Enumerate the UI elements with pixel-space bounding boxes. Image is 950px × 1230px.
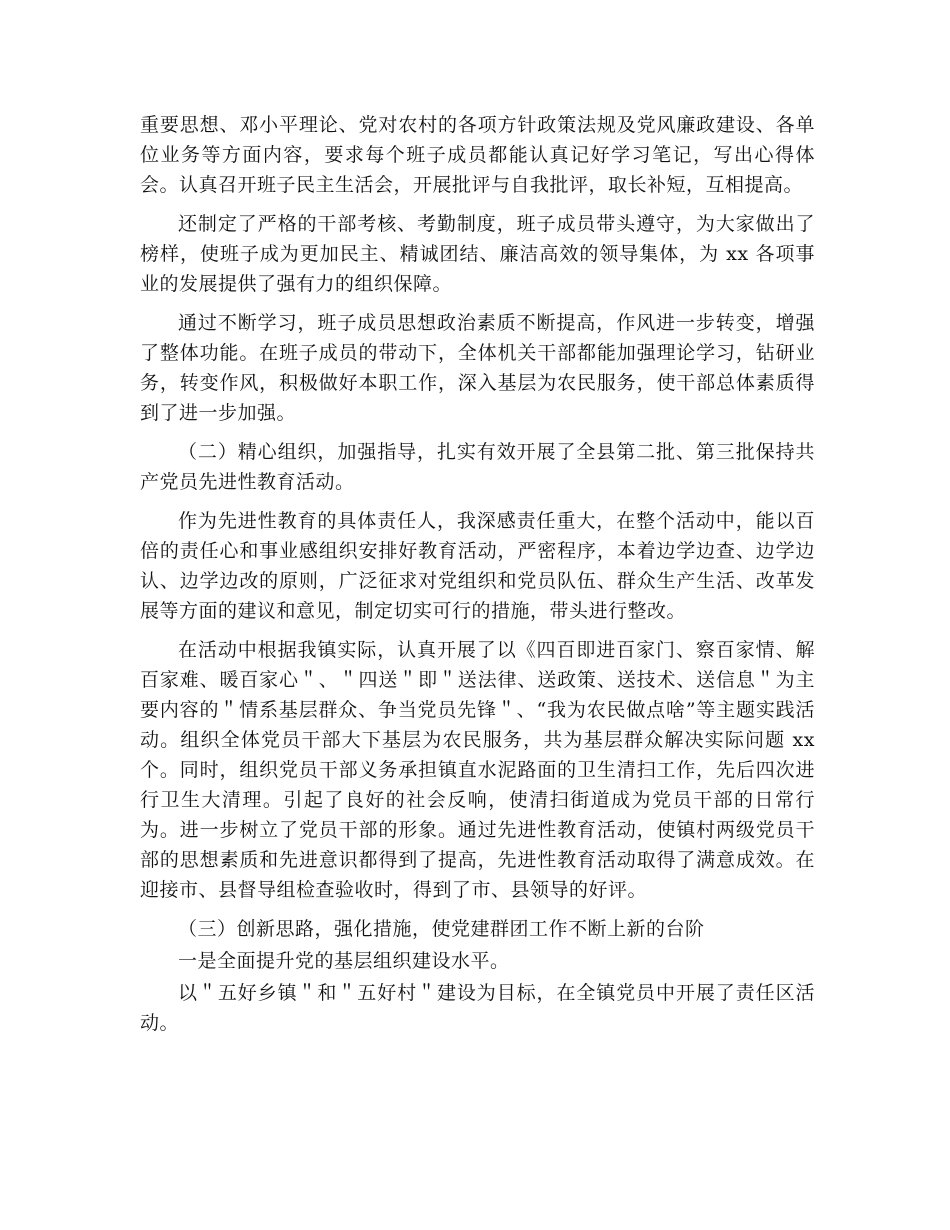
paragraph-2: 还制定了严格的干部考核、考勤制度，班子成员带头遵守，为大家做出了榜样，使班子成为更加民主、精诚团结、廉洁高效的领导集体，为 xx 各项事业的发展提供了强有力的组织保障。 — [140, 213, 815, 295]
paragraph-3: 通过不断学习，班子成员思想政治素质不断提高，作风进一步转变，增强了整体功能。在班子成员的带动下，全体机关干部都能加强理论学习，钻研业务，转变作风，积极做好本职工作，深入基层为农民服务，使干部总体素质得到了进一步加强。 — [140, 312, 815, 424]
section-heading-2: （二）精心组织，加强指导，扎实有效开展了全县第二批、第三批保持共产党员先进性教育活动。 — [140, 441, 815, 493]
paragraph-5: 在活动中根据我镇实际，认真开展了以《四百即进百家门、察百家情、解百家难、暖百家心＂、＂四送＂即＂送法律、送政策、送技术、送信息＂为主要内容的＂情系基层群众、争当党员先锋＂、“我为农民做点啥”等主题实践活动。组织全体党员干部大下基层为农民服务，共为基层群众解决实际问题 xx 个。同时，组织党员干部义务承担镇直水泥路面的卫生清扫工作，先后四次进行卫生大清理。引起了良好的社会反响，使清扫街道成为党员干部的日常行为。进一步树立了党员干部的形象。通过先进性教育活动，使镇村两级党员干部的思想素质和先进意识都得到了提高，先进性教育活动取得了满意成效。在迎接市、县督导组检查验收时，得到了市、县领导的好评。 — [140, 639, 815, 901]
paragraph-1: 重要思想、邓小平理论、党对农村的各项方针政策法规及党风廉政建设、各单位业务等方面内容，要求每个班子成员都能认真记好学习笔记，写出心得体会。认真召开班子民主生活会，开展批评与自我批评，取长补短，互相提高。 — [140, 114, 815, 196]
paragraph-4: 作为先进性教育的具体责任人，我深感责任重大，在整个活动中，能以百倍的责任心和事业感组织安排好教育活动，严密程序，本着边学边查、边学边认、边学边改的原则，广泛征求对党组织和党员队伍、群众生产生活、改革发展等方面的建议和意见，制定切实可行的措施，带头进行整改。 — [140, 510, 815, 622]
section-heading-3: （三）创新思路，强化措施，使党建群团工作不断上新的台阶 — [178, 918, 705, 940]
paragraph-6: 一是全面提升党的基层组织建设水平。 — [178, 950, 510, 972]
document-page — [140, 110, 815, 1047]
paragraph-7: 以＂五好乡镇＂和＂五好村＂建设为目标，在全镇党员中开展了责任区活动。 — [140, 982, 815, 1034]
